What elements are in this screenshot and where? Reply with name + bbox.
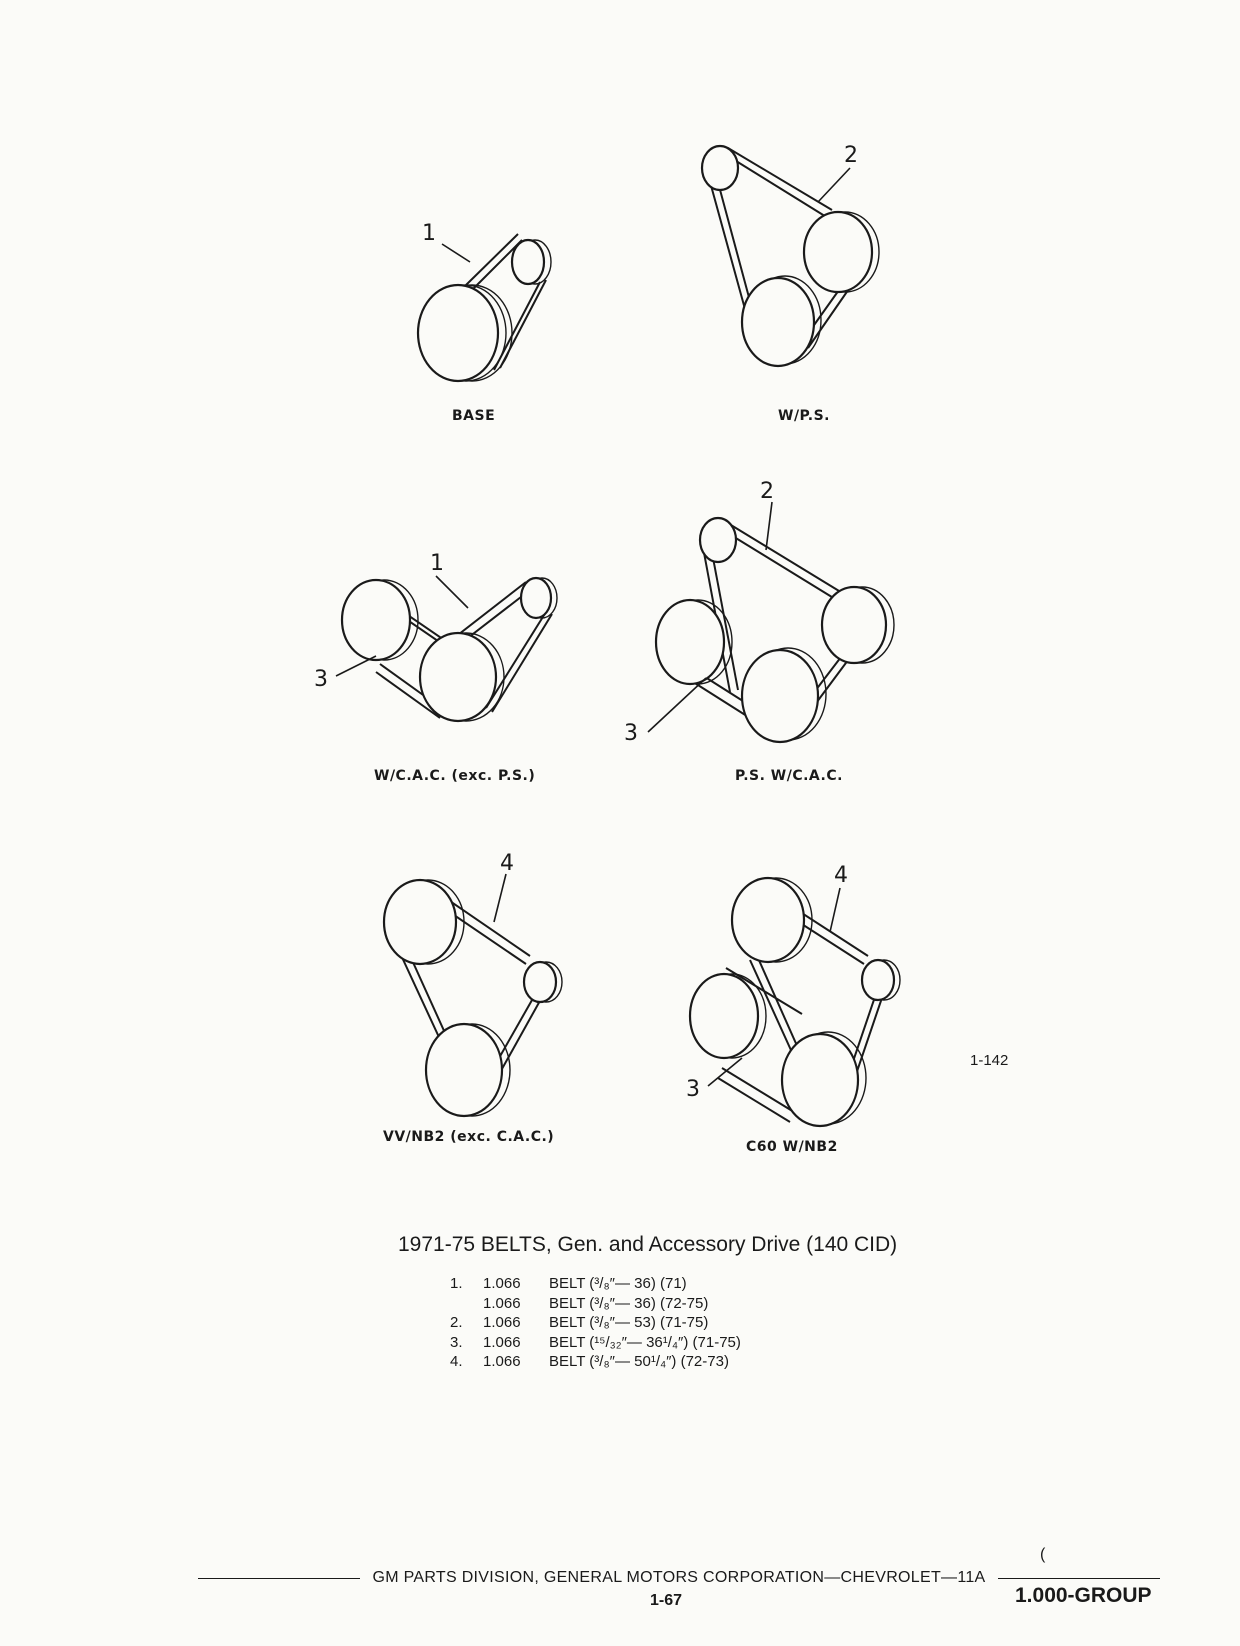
parts-list — [450, 1274, 741, 1372]
parts-row: 4. 1.066 BELT (³/₈″— 50¹/₄″) (72-73) — [450, 1353, 729, 1370]
callout-3: 3 — [686, 1077, 700, 1102]
callout-1: 1 — [422, 221, 436, 246]
caption-pswcac: P.S. W/C.A.C. — [735, 768, 843, 784]
margin-mark: ( — [1040, 1546, 1046, 1563]
parts-row: 1. 1.066 BELT (³/₈″— 36) (71) — [450, 1275, 687, 1292]
diagram-wps — [700, 140, 920, 390]
parts-row: 3. 1.066 BELT (¹⁵/₃₂″— 36¹/₄″) (71-75) — [450, 1333, 741, 1351]
group-label: 1.000-GROUP — [1015, 1584, 1152, 1607]
page-title: 1971-75 BELTS, Gen. and Accessory Drive (140 CID) — [398, 1233, 898, 1256]
callout-1: 1 — [430, 551, 444, 576]
callout-4: 4 — [834, 863, 848, 888]
figure-number: 1-142 — [970, 1052, 1009, 1069]
callout-4: 4 — [500, 851, 514, 876]
callout-3: 3 — [624, 721, 638, 746]
callout-2: 2 — [760, 479, 774, 504]
callout-2: 2 — [844, 143, 858, 168]
diagram-vvnb2 — [380, 851, 600, 1120]
footer-rule-right — [998, 1578, 1160, 1579]
callout-3: 3 — [314, 667, 328, 692]
parts-row: 2. 1.066 BELT (³/₈″— 53) (71-75) — [450, 1314, 709, 1331]
page-number: 1-67 — [650, 1592, 683, 1609]
diagram-c60nb2 — [686, 863, 930, 1128]
diagram-pswcac — [624, 470, 910, 750]
caption-wps: W/P.S. — [778, 408, 830, 424]
parts-row: 1.066 BELT (³/₈″— 36) (72-75) — [483, 1294, 709, 1312]
caption-c60nb2: C60 W/NB2 — [746, 1139, 838, 1155]
caption-base: BASE — [452, 408, 496, 424]
diagram-base — [400, 220, 600, 400]
footer-corporation: GM PARTS DIVISION, GENERAL MOTORS CORPORATION—CHEVROLET—11A — [372, 1569, 986, 1586]
diagram-wcac — [314, 551, 580, 740]
caption-vvnb2: VV/NB2 (exc. C.A.C.) — [383, 1129, 555, 1145]
caption-wcac: W/C.A.C. (exc. P.S.) — [374, 768, 536, 784]
footer-rule-left — [198, 1578, 360, 1579]
